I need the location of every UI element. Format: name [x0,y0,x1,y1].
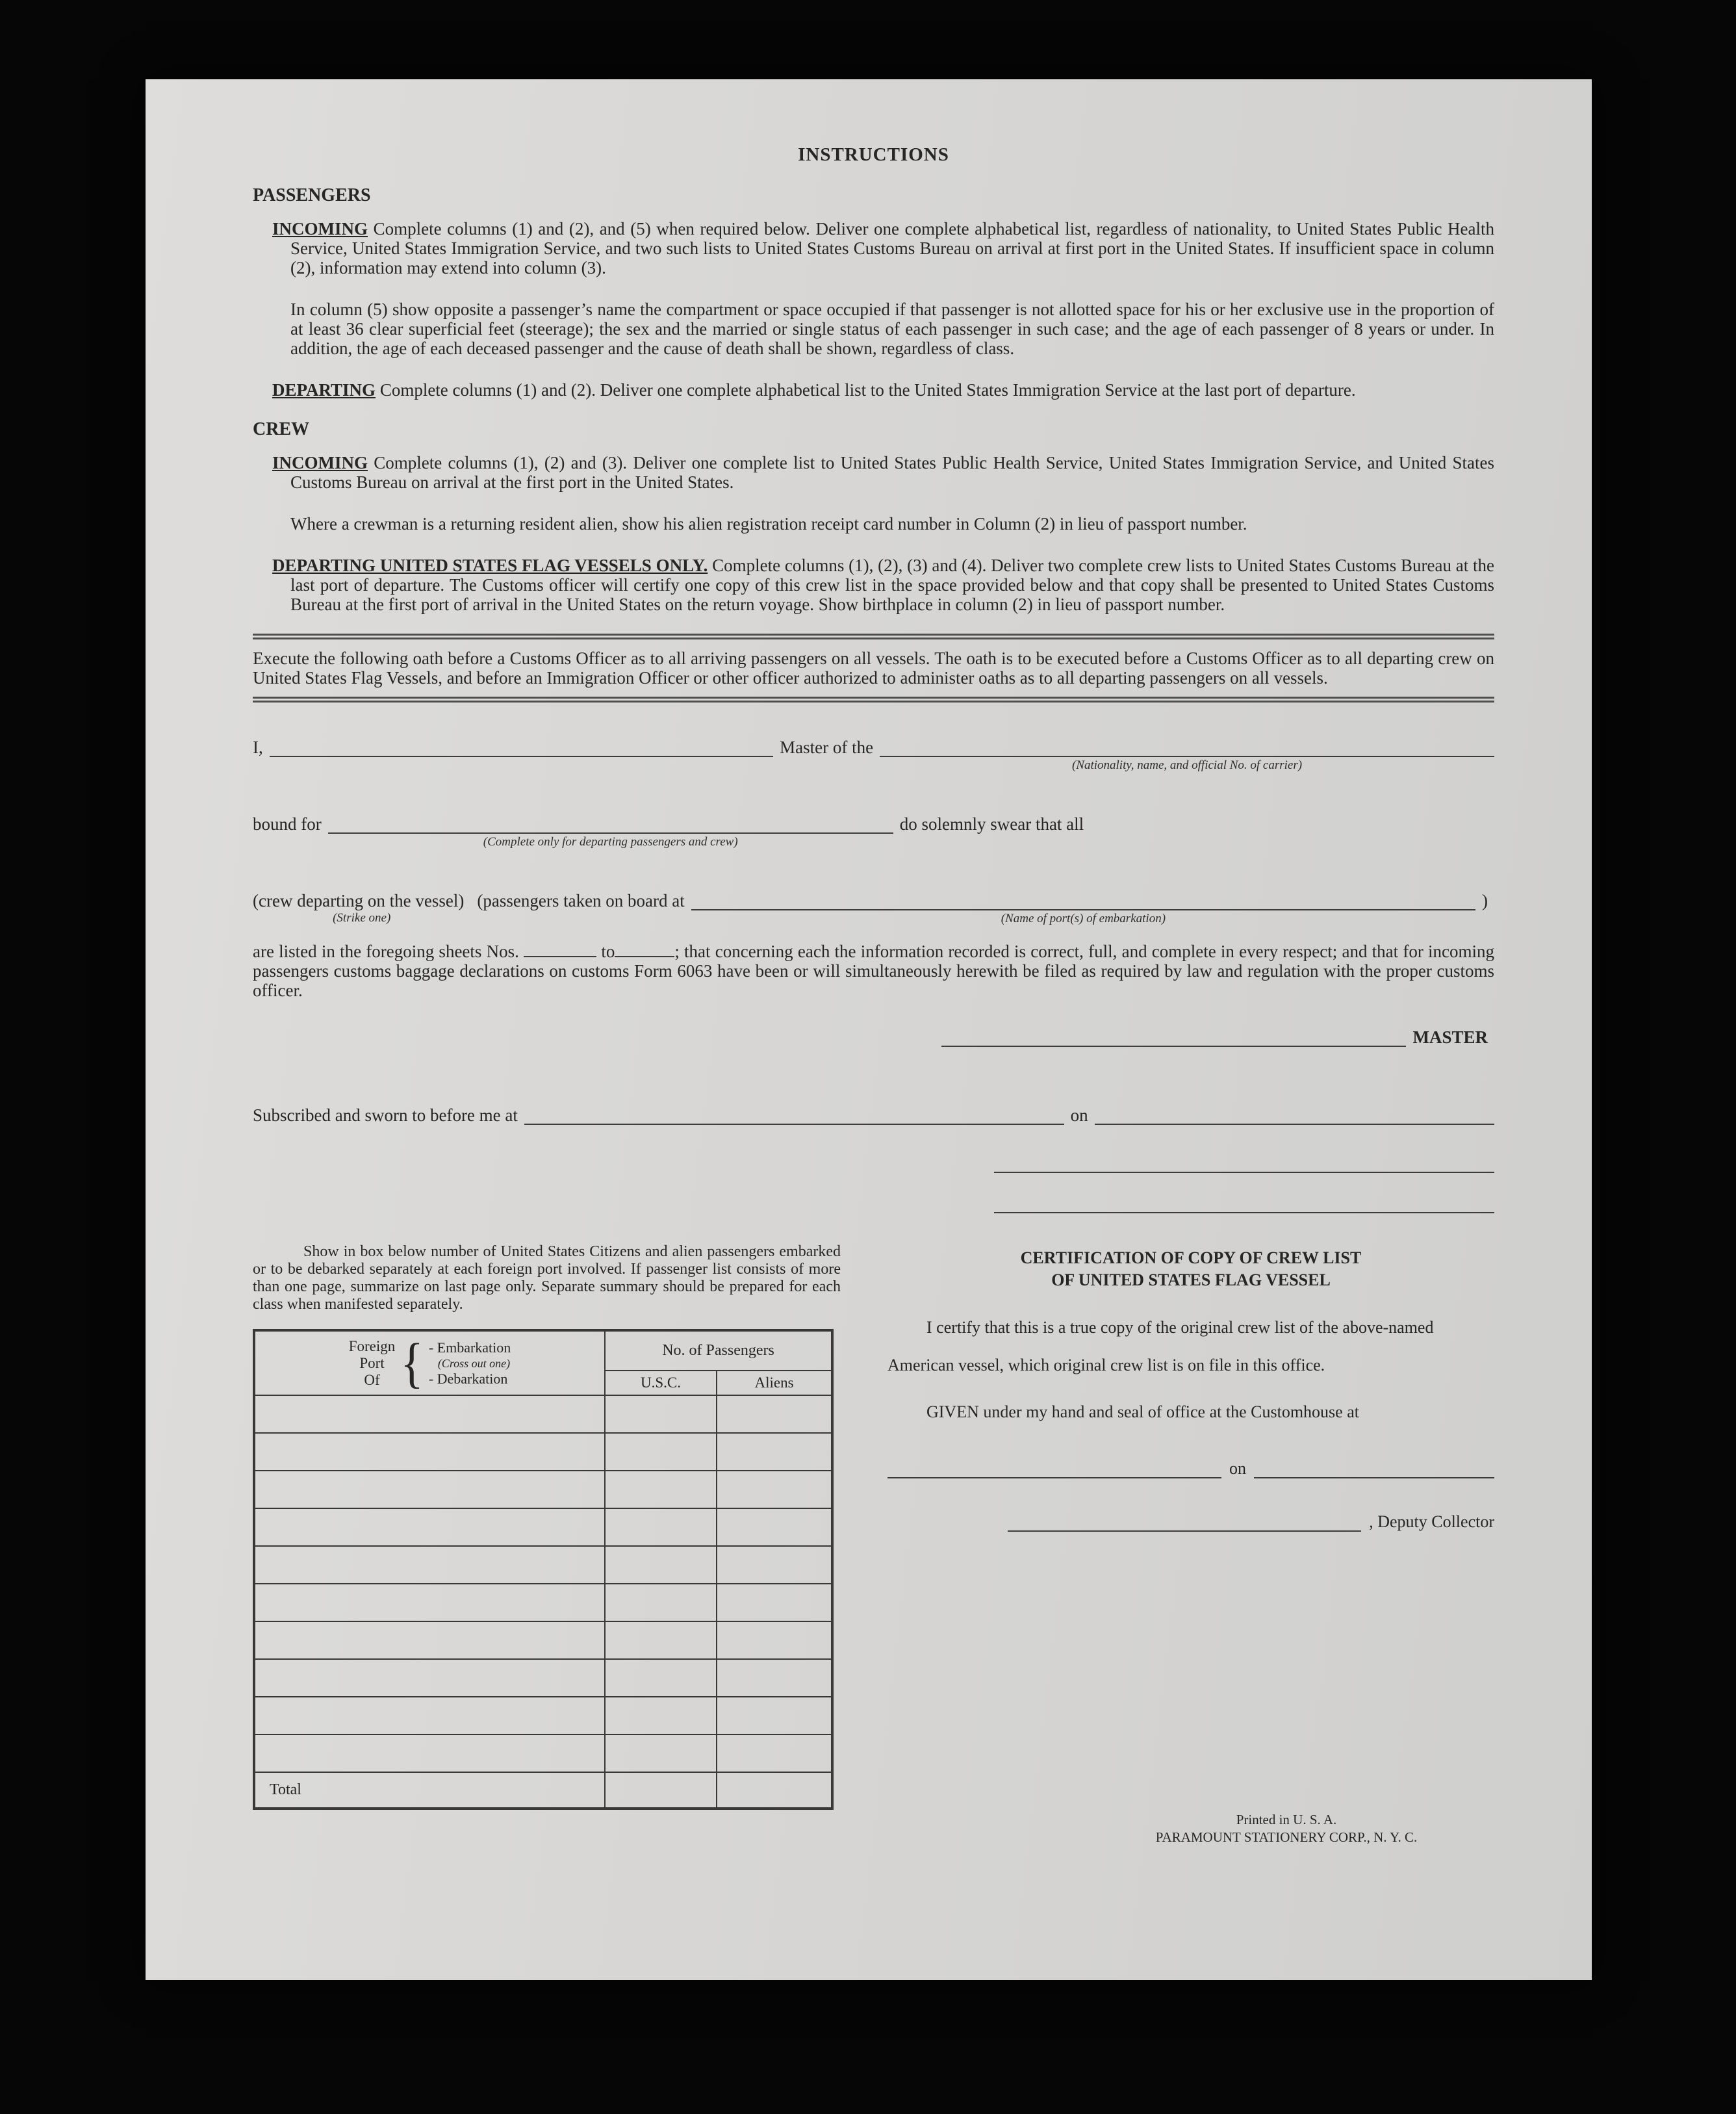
port-table-row [254,1621,832,1659]
passengers-incoming-paragraph [253,219,1494,277]
subscribed-date-line [1095,1104,1494,1125]
subscribed-place-line [524,1104,1064,1125]
total-aliens-cell [717,1772,832,1809]
bound-for-label: bound for [253,814,322,834]
officer-signature-line [994,1172,1494,1173]
scanned-form-page [146,79,1592,1980]
total-usc-cell [605,1772,717,1809]
aliens-cell [717,1508,832,1546]
port-table-row [254,1734,832,1772]
crew-heading: CREW [253,419,310,439]
bound-hint: (Complete only for departing passengers and crew) [483,835,738,849]
crew-departing-option-text: (crew departing on the vessel) [253,891,465,910]
embark-port-line [691,890,1475,925]
port-cell [254,1508,605,1546]
sheets-to-label: to [601,942,615,961]
officer-signature-block [994,1172,1494,1213]
master-signature-line [941,1026,1406,1047]
embark-debark-options [429,1340,511,1387]
certify-line1: I certify that this is a true copy of the original crew list of the above-named [926,1318,1434,1337]
strike-one-hint: (Strike one) [333,911,391,925]
aliens-cell [717,1546,832,1584]
aliens-cell [717,1584,832,1621]
embarkation-option: - Embarkation [428,1339,511,1356]
usc-cell [605,1621,717,1659]
port-cell [254,1697,605,1734]
usc-cell [605,1471,717,1508]
aliens-cell [717,1734,832,1772]
oath-bound-row [253,813,1494,849]
sheets-paragraph [253,942,1494,1000]
passengers-heading: PASSENGERS [253,185,371,205]
port-table-row [254,1697,832,1734]
total-label: Total [254,1772,605,1809]
deputy-collector-label: , Deputy Collector [1369,1512,1494,1531]
page-title: INSTRUCTIONS [798,144,949,165]
port-cell [254,1433,605,1471]
port-cell [254,1659,605,1697]
port-table-row [254,1546,832,1584]
aliens-header: Aliens [717,1371,832,1395]
port-summary-table [253,1329,834,1810]
double-rule [253,697,1494,703]
port-cell [254,1584,605,1621]
aliens-cell [717,1471,832,1508]
passengers-column5-paragraph [253,300,1494,358]
on-label: on [1070,1105,1088,1125]
sheets-from-line [524,942,596,957]
foreign-port-header-cell [254,1330,605,1395]
certification-title-line2: OF UNITED STATES FLAG VESSEL [1051,1270,1331,1289]
customhouse-date-line [1254,1459,1494,1478]
usc-header: U.S.C. [605,1371,717,1395]
sheets-to-line [615,942,674,957]
crew-incoming-paragraph [253,453,1494,492]
given-text: GIVEN under my hand and seal of office at the Customhouse at [926,1402,1359,1421]
i-label: I, [253,738,263,757]
foreign-port-label [349,1338,396,1389]
port-cell [254,1546,605,1584]
customhouse-place-line [887,1459,1221,1478]
foreign-word: Foreign [348,1337,396,1354]
destination-line [328,813,893,849]
usc-cell [605,1395,717,1433]
usc-cell [605,1697,717,1734]
swear-label: do solemnly swear that all [899,814,1084,834]
usc-cell [605,1659,717,1697]
passengers-taken-label: (passengers taken on board at [477,891,685,910]
crew-incoming-label: INCOMING [272,453,368,472]
close-paren: ) [1482,891,1488,910]
port-table-row [254,1433,832,1471]
usc-cell [605,1508,717,1546]
of-word: Of [364,1371,380,1388]
port-table-row [254,1584,832,1621]
form-content [146,79,1592,1980]
aliens-cell [717,1395,832,1433]
debarkation-option: - Debarkation [428,1370,508,1387]
usc-cell [605,1433,717,1471]
crew-departing-paragraph [253,556,1494,614]
port-table-row [254,1471,832,1508]
customhouse-row [887,1459,1494,1478]
port-table-row [254,1659,832,1697]
port-cell [254,1471,605,1508]
double-rule [253,634,1494,639]
master-of-the-label: Master of the [780,738,874,757]
total-row [254,1772,832,1809]
passengers-column5-text: In column (5) show opposite a passenger’s name the compartment or space occupied if that passenger is not allotted space for his or her exclusive use in the proportion of at least 36 clear superficial feet (steerage); the sex and the married or single status of each passenger in such case; and the age of each passenger of 8 years or under. In addition, the age of each deceased passenger and the cause of death shall be shown, regardless of class. [290,300,1494,358]
usc-cell [605,1546,717,1584]
oath-master-row [253,736,1494,772]
printed-in-usa: Printed in U. S. A. [1236,1812,1337,1827]
aliens-cell [717,1697,832,1734]
certification-title [887,1247,1494,1291]
no-of-passengers-header: No. of Passengers [605,1330,832,1371]
master-signature-row [253,1026,1494,1047]
printer-imprint [1104,1811,1468,1846]
passengers-departing-text: Complete columns (1) and (2). Deliver one complete alphabetical list to the United States Immigration Service at the last port of departure. [379,380,1356,400]
brace-glyph: { [400,1332,424,1394]
carrier-name-line [880,736,1494,772]
oath-embark-row [253,890,1494,925]
subscribed-row [253,1104,1494,1125]
crew-incoming-text: Complete columns (1), (2) and (3). Deliver one complete list to United States Public Health Service, United States Immigration Service, and United States Customs Bureau on arrival at the first port in the United States. [290,453,1495,492]
crew-departing-label: DEPARTING UNITED STATES FLAG VESSELS ONLY. [272,556,708,575]
usc-cell [605,1734,717,1772]
port-table-row [254,1508,832,1546]
deputy-signature-line [1008,1512,1361,1532]
aliens-cell [717,1433,832,1471]
port-cell [254,1621,605,1659]
passengers-incoming-text: Complete columns (1) and (2), and (5) when required below. Deliver one complete alphabetical list, regardless of nationality, to United States Public Health Service, United States Immigration Service, and two such lists to United States Customs Bureau on arrival at first port in the United States. If insufficient space in column (2), information may extend into column (3). [290,219,1495,277]
summary-column [253,1243,841,1810]
stationery-corp: PARAMOUNT STATIONERY CORP., N. Y. C. [1155,1829,1418,1845]
certification-title-line1: CERTIFICATION OF COPY OF CREW LIST [1020,1248,1362,1267]
carrier-hint: (Nationality, name, and official No. of carrier) [1071,758,1303,772]
cross-out-one-note: (Cross out one) [437,1356,511,1370]
subscribed-label: Subscribed and sworn to before me at [253,1105,518,1125]
port-cell [254,1395,605,1433]
aliens-cell [717,1659,832,1697]
crewman-text: Where a crewman is a returning resident alien, show his alien registration receipt card number in Column (2) in lieu of passport number. [290,514,1247,534]
sheets-text-1: are listed in the foregoing sheets Nos. [253,942,519,961]
master-name-line [270,736,773,757]
departing-label: DEPARTING [272,380,376,400]
certification-column [841,1243,1494,1846]
passengers-departing-paragraph [253,380,1494,400]
sheets-text-2: ; that concerning each the information recorded is correct, full, and complete in every respect; and that for incoming passengers customs baggage declarations on customs Form 6063 have been or will simultaneously herewith be filed as required by law and regulation with the proper customs officer. [253,942,1495,1000]
crew-departing-option [253,891,470,925]
port-hint: (Name of port(s) of embarkation) [1001,912,1166,925]
port-table-body [254,1395,832,1772]
crewman-paragraph [253,514,1494,534]
officer-title-line [994,1212,1494,1213]
incoming-label: INCOMING [272,219,368,238]
summary-note: Show in box below number of United States Citizens and alien passengers embarked or to be debarked separately at each foreign port involved. If passenger list consists of more than one page, summarize on last page only. Separate summary should be prepared for each class when manifested separately. [253,1243,841,1313]
crew-departing-text: Complete columns (1), (2), (3) and (4). Deliver two complete crew lists to United States Customs Bureau at the last port of departure. The Customs officer will certify one copy of this crew list in the space provided below and that copy shall be presented to United States Customs Bureau at the first port of arrival in the United States on the return voyage. Show birthplace in column (2) in lieu of passport number. [290,556,1494,614]
deputy-collector-row [887,1512,1494,1532]
aliens-cell [717,1621,832,1659]
port-cell [254,1734,605,1772]
certify-line2: American vessel, which original crew list is on file in this office. [887,1356,1325,1374]
usc-cell [605,1584,717,1621]
master-label: MASTER [1412,1027,1488,1047]
cert-on-label: on [1229,1459,1246,1478]
bottom-section [253,1243,1494,1846]
port-word: Port [359,1354,385,1371]
oath-intro: Execute the following oath before a Customs Officer as to all arriving passengers on all vessels. The oath is to be executed before a Customs Officer as to all departing crew on United States Flag Vessels, and before an Immigration Officer or other officer authorized to administer oaths as to all departing passengers on all vessels. [253,649,1494,688]
port-table-row [254,1395,832,1433]
